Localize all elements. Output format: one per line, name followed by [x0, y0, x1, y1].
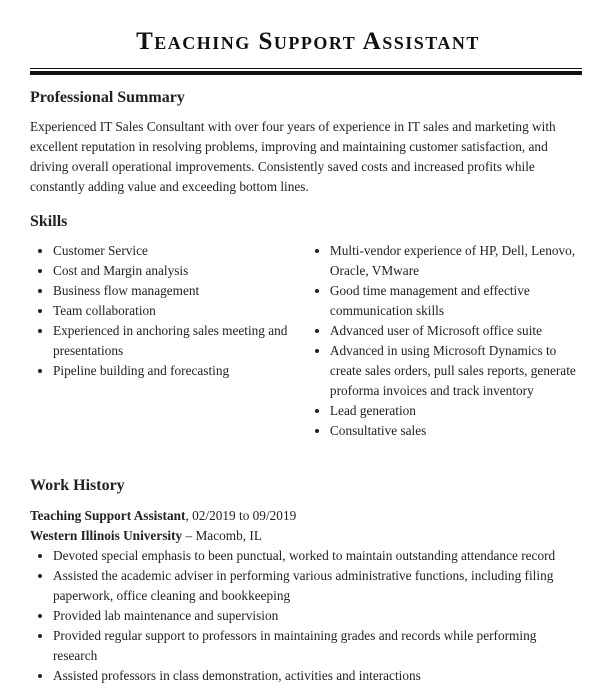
list-item: • Cost and Margin analysis	[53, 261, 307, 281]
skills-section	[30, 213, 582, 441]
list-item: • Business flow management	[53, 281, 307, 301]
list-item: • Assisted the academic adviser in performing various administrative functions, including filing paperwork, office cleaning and bookkeeping	[53, 566, 582, 606]
job-title-line	[30, 506, 582, 526]
skills-list-left	[30, 241, 307, 441]
divider	[30, 68, 582, 69]
list-item: • Advanced user of Microsoft office suite	[330, 321, 582, 341]
skills-list-right	[307, 241, 582, 441]
list-item: • Assisted professors in class demonstration, activities and interactions	[53, 666, 582, 686]
list-item: • Pipeline building and forecasting	[53, 361, 307, 381]
list-item: • Provided lab maintenance and supervision	[53, 606, 582, 626]
list-item: • Lead generation	[330, 401, 582, 421]
location: – Macomb, IL	[182, 528, 262, 543]
list-item: • Devoted special emphasis to been punctual, worked to maintain outstanding attendance record	[53, 546, 582, 566]
job-title: Teaching Support Assistant	[30, 508, 186, 523]
list-item: • Customer Service	[53, 241, 307, 261]
job-dates: , 02/2019 to 09/2019	[185, 508, 297, 523]
section-heading: Work History	[30, 477, 125, 494]
employer-line	[30, 526, 582, 546]
list-item: • Multi-vendor experience of HP, Dell, Lenovo, Oracle, VMware	[330, 241, 582, 281]
summary-text: Experienced IT Sales Consultant with over four years of experience in IT sales and marketing with excellent reputation in resolving problems, improving and maintaining customer satisfaction, and driving overall operational improvements. Consistently saved costs and increased profits while constantly adding value and exceeding bottom lines.	[30, 119, 556, 194]
resume-title: Teaching Support Assistant	[136, 28, 480, 55]
work-history-section	[30, 477, 582, 686]
section-heading: Professional Summary	[30, 89, 185, 106]
divider	[30, 71, 582, 75]
employer: Western Illinois University	[30, 528, 183, 543]
list-item: • Consultative sales	[330, 421, 582, 441]
list-item: • Provided regular support to professors in maintaining grades and records while performing research	[53, 626, 582, 666]
professional-summary-section	[30, 89, 582, 197]
list-item: • Team collaboration	[53, 301, 307, 321]
list-item: • Good time management and effective communication skills	[330, 281, 582, 321]
section-heading: Skills	[30, 213, 68, 230]
job-duties-list	[30, 546, 582, 686]
list-item: • Advanced in using Microsoft Dynamics to create sales orders, pull sales reports, generate proforma invoices and track inventory	[330, 341, 582, 401]
list-item: • Experienced in anchoring sales meeting and presentations	[53, 321, 307, 361]
